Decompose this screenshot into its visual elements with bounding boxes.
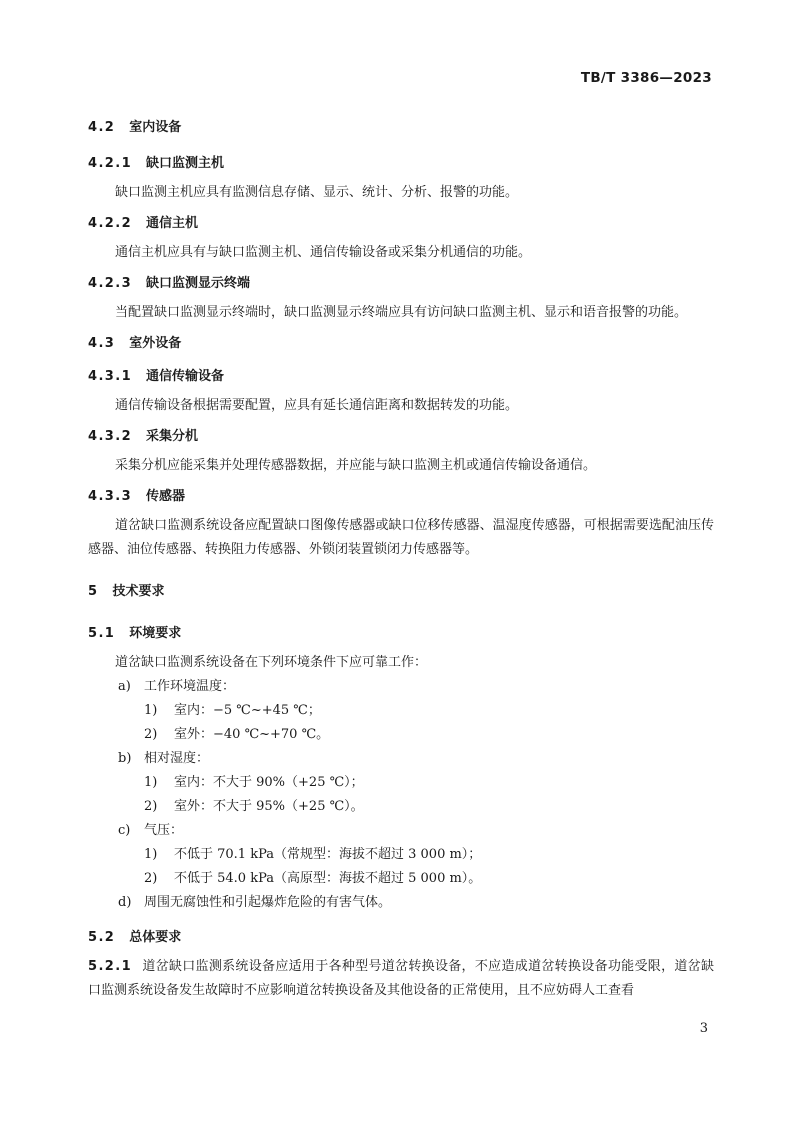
list-subitem-b-2: 2) 室外：不大于 95%（+25 ℃）。 (144, 799, 364, 814)
list-subitem-a-2: 2) 室外：−40 ℃~+70 ℃。 (144, 727, 330, 742)
heading-4-2-3: 4.2.3 缺口监测显示终端 (88, 276, 251, 291)
list-subitem-a-1: 1) 室内：−5 ℃~+45 ℃； (144, 703, 321, 718)
heading-4-3-3: 4.3.3 传感器 (88, 489, 186, 504)
heading-4-3: 4.3 室外设备 (88, 336, 182, 351)
list-item-d: d) 周围无腐蚀性和引起爆炸危险的有害气体。 (118, 895, 392, 910)
heading-4-3-2: 4.3.2 采集分机 (88, 429, 199, 444)
list-item-c: c) 气压： (118, 823, 184, 838)
list-subitem-c-2: 2) 不低于 54.0 kPa（高原型：海拔不超过 5 000 m）。 (144, 871, 482, 886)
para-5-2-1: 5.2.1 道岔缺口监测系统设备应适用于各种型号道岔转换设备，不应造成道岔转换设备功能受限，道岔缺口监测系统设备发生故障时不应影响道岔转换设备及其他设备的正常使用，且不应妨碍人工查看 (88, 959, 714, 998)
list-item-b: b) 相对湿度： (118, 751, 210, 766)
heading-4-3-1: 4.3.1 通信传输设备 (88, 369, 225, 384)
heading-5-2: 5.2 总体要求 (88, 930, 182, 945)
para-5-1-intro: 道岔缺口监测系统设备在下列环境条件下应可靠工作： (115, 655, 428, 670)
para-4-2-1: 缺口监测主机应具有监测信息存储、显示、统计、分析、报警的功能。 (115, 185, 519, 200)
heading-5-1: 5.1 环境要求 (88, 626, 182, 641)
para-4-2-3: 当配置缺口监测显示终端时，缺口监测显示终端应具有访问缺口监测主机、显示和语音报警的功能。 (115, 305, 688, 320)
clause-number-5-2-1: 5.2.1 (88, 959, 133, 974)
heading-4-2-2: 4.2.2 通信主机 (88, 216, 199, 231)
para-4-3-3: 道岔缺口监测系统设备应配置缺口图像传感器或缺口位移传感器、温湿度传感器，可根据需要选配油压传感器、油位传感器、转换阻力传感器、外锁闭装置锁闭力传感器等。 (88, 518, 714, 557)
para-4-3-2: 采集分机应能采集并处理传感器数据，并应能与缺口监测主机或通信传输设备通信。 (115, 458, 597, 473)
para-4-3-1: 通信传输设备根据需要配置，应具有延长通信距离和数据转发的功能。 (115, 398, 519, 413)
list-subitem-c-1: 1) 不低于 70.1 kPa（常规型：海拔不超过 3 000 m）； (144, 847, 482, 862)
page-number: 3 (699, 1021, 708, 1036)
document-code: TB/T 3386—2023 (580, 70, 712, 86)
heading-4-2: 4.2 室内设备 (88, 120, 182, 135)
page-content (88, 112, 714, 1003)
heading-5: 5 技术要求 (88, 584, 165, 599)
list-item-a: a) 工作环境温度： (118, 679, 236, 694)
para-4-2-2: 通信主机应具有与缺口监测主机、通信传输设备或采集分机通信的功能。 (115, 245, 532, 260)
list-subitem-b-1: 1) 室内：不大于 90%（+25 ℃）； (144, 775, 364, 790)
heading-4-2-1: 4.2.1 缺口监测主机 (88, 156, 225, 171)
